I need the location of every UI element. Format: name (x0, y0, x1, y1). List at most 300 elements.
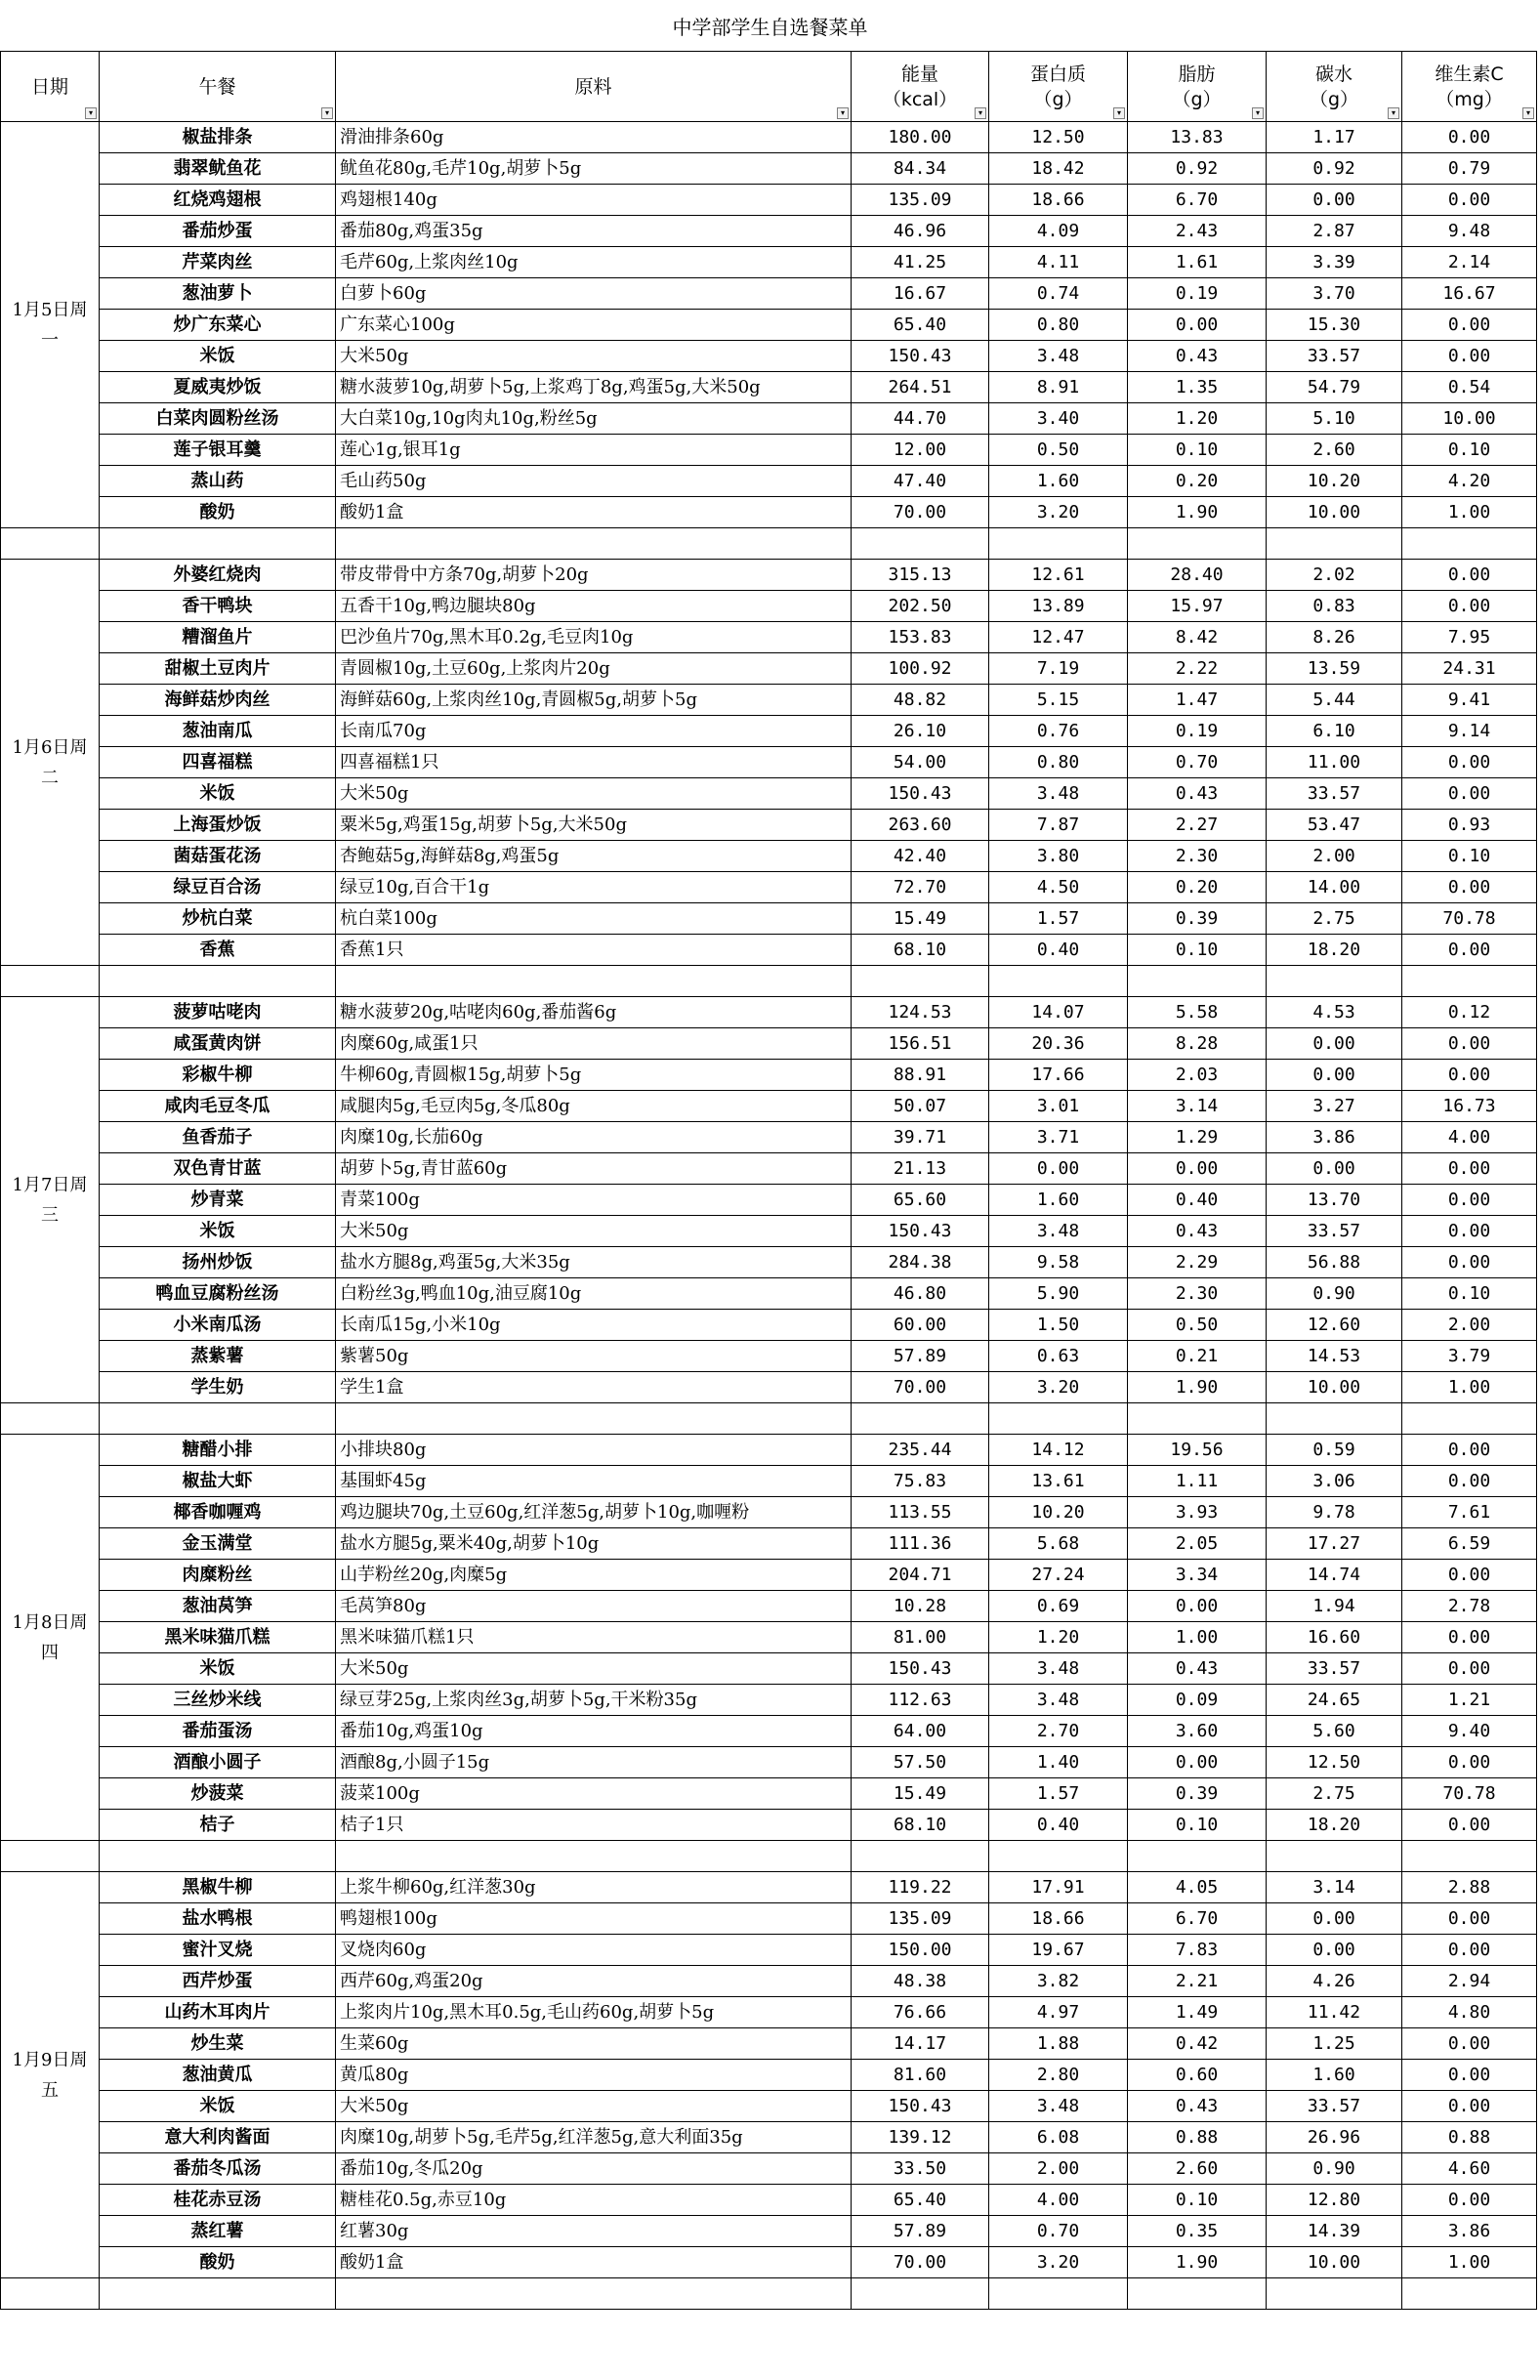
empty-cell (1128, 1841, 1267, 1872)
fat-cell: 3.34 (1128, 1560, 1267, 1591)
table-row (1, 653, 1537, 685)
energy-cell: 70.00 (852, 2247, 989, 2278)
vitamin-c-cell: 0.00 (1402, 122, 1537, 153)
dish-name-cell: 葱油南瓜 (100, 716, 336, 747)
ingredients-cell: 番茄10g,冬瓜20g (336, 2153, 852, 2185)
carbs-cell: 0.90 (1267, 1278, 1402, 1310)
ingredients-cell: 绿豆芽25g,上浆肉丝3g,胡萝卜5g,干米粉35g (336, 1685, 852, 1716)
protein-cell: 4.50 (989, 872, 1128, 903)
ingredients-cell: 鱿鱼花80g,毛芹10g,胡萝卜5g (336, 153, 852, 185)
fat-cell: 0.43 (1128, 778, 1267, 810)
table-row (1, 1716, 1537, 1747)
energy-cell: 139.12 (852, 2122, 989, 2153)
energy-cell: 119.22 (852, 1872, 989, 1903)
spacer-row (1, 2278, 1537, 2310)
protein-cell: 3.20 (989, 1372, 1128, 1403)
energy-cell: 111.36 (852, 1528, 989, 1560)
table-row (1, 435, 1537, 466)
carbs-cell: 0.83 (1267, 591, 1402, 622)
energy-cell: 88.91 (852, 1060, 989, 1091)
ingredients-cell: 大米50g (336, 1653, 852, 1685)
ingredients-cell: 上浆牛柳60g,红洋葱30g (336, 1872, 852, 1903)
energy-cell: 263.60 (852, 810, 989, 841)
vitamin-c-cell: 0.00 (1402, 2185, 1537, 2216)
ingredients-cell: 盐水方腿5g,粟米40g,胡萝卜10g (336, 1528, 852, 1560)
table-row (1, 997, 1537, 1028)
fat-cell: 3.93 (1128, 1497, 1267, 1528)
ingredients-cell: 毛山药50g (336, 466, 852, 497)
energy-cell: 39.71 (852, 1122, 989, 1153)
energy-cell: 150.00 (852, 1935, 989, 1966)
fat-cell: 0.43 (1128, 1653, 1267, 1685)
vitamin-c-cell: 4.60 (1402, 2153, 1537, 2185)
empty-cell (1128, 528, 1267, 560)
energy-cell: 150.43 (852, 1216, 989, 1247)
dish-name-cell: 香蕉 (100, 935, 336, 966)
energy-cell: 47.40 (852, 466, 989, 497)
dish-name-cell: 白菜肉圆粉丝汤 (100, 403, 336, 435)
dish-name-cell: 咸肉毛豆冬瓜 (100, 1091, 336, 1122)
fat-cell: 0.00 (1128, 1747, 1267, 1778)
protein-cell: 1.40 (989, 1747, 1128, 1778)
dish-name-cell: 番茄冬瓜汤 (100, 2153, 336, 2185)
ingredients-cell: 鸡翅根140g (336, 185, 852, 216)
empty-cell (336, 2278, 852, 2310)
empty-cell (852, 1841, 989, 1872)
dish-name-cell: 椒盐排条 (100, 122, 336, 153)
vitamin-c-cell: 0.00 (1402, 1747, 1537, 1778)
vitamin-c-cell: 0.00 (1402, 2028, 1537, 2060)
fat-cell: 0.00 (1128, 1591, 1267, 1622)
dish-name-cell: 番茄蛋汤 (100, 1716, 336, 1747)
energy-cell: 264.51 (852, 372, 989, 403)
vitamin-c-cell: 9.14 (1402, 716, 1537, 747)
fat-cell: 13.83 (1128, 122, 1267, 153)
protein-cell: 3.48 (989, 778, 1128, 810)
header-label: 碳水 （g） (1309, 63, 1359, 110)
filter-dropdown-icon[interactable]: ▾ (85, 107, 97, 119)
dish-name-cell: 咸蛋黄肉饼 (100, 1028, 336, 1060)
dish-name-cell: 米饭 (100, 1653, 336, 1685)
dish-name-cell: 蜜汁叉烧 (100, 1935, 336, 1966)
fat-cell: 0.00 (1128, 1153, 1267, 1185)
dish-name-cell: 蒸红薯 (100, 2216, 336, 2247)
vitamin-c-cell: 3.79 (1402, 1341, 1537, 1372)
vitamin-c-cell: 2.00 (1402, 1310, 1537, 1341)
energy-cell: 48.38 (852, 1966, 989, 1997)
table-row (1, 1216, 1537, 1247)
vitamin-c-cell: 0.00 (1402, 747, 1537, 778)
empty-cell (1402, 2278, 1537, 2310)
fat-cell: 0.39 (1128, 1778, 1267, 1810)
dish-name-cell: 酒酿小圆子 (100, 1747, 336, 1778)
header-energy (852, 52, 989, 122)
spacer-row (1, 528, 1537, 560)
fat-cell: 0.20 (1128, 872, 1267, 903)
energy-cell: 57.89 (852, 1341, 989, 1372)
protein-cell: 27.24 (989, 1560, 1128, 1591)
table-row (1, 1997, 1537, 2028)
date-cell: 1月6日周二 (1, 560, 100, 966)
carbs-cell: 5.10 (1267, 403, 1402, 435)
protein-cell: 5.68 (989, 1528, 1128, 1560)
table-row (1, 1122, 1537, 1153)
energy-cell: 284.38 (852, 1247, 989, 1278)
protein-cell: 3.40 (989, 403, 1128, 435)
fat-cell: 0.00 (1128, 310, 1267, 341)
fat-cell: 0.10 (1128, 2185, 1267, 2216)
dish-name-cell: 海鲜菇炒肉丝 (100, 685, 336, 716)
energy-cell: 48.82 (852, 685, 989, 716)
table-row (1, 810, 1537, 841)
ingredients-cell: 生菜60g (336, 2028, 852, 2060)
carbs-cell: 15.30 (1267, 310, 1402, 341)
fat-cell: 0.10 (1128, 935, 1267, 966)
table-row (1, 1060, 1537, 1091)
header-label: 午餐 (198, 75, 236, 98)
carbs-cell: 12.80 (1267, 2185, 1402, 2216)
protein-cell: 2.00 (989, 2153, 1128, 2185)
ingredients-cell: 长南瓜15g,小米10g (336, 1310, 852, 1341)
vitamin-c-cell: 0.88 (1402, 2122, 1537, 2153)
protein-cell: 18.66 (989, 185, 1128, 216)
protein-cell: 14.12 (989, 1435, 1128, 1466)
carbs-cell: 11.00 (1267, 747, 1402, 778)
empty-cell (1128, 966, 1267, 997)
vitamin-c-cell: 0.00 (1402, 310, 1537, 341)
ingredients-cell: 长南瓜70g (336, 716, 852, 747)
header-label: 脂肪 （g） (1172, 63, 1222, 110)
dish-name-cell: 番茄炒蛋 (100, 216, 336, 247)
protein-cell: 0.70 (989, 2216, 1128, 2247)
vitamin-c-cell: 9.40 (1402, 1716, 1537, 1747)
fat-cell: 8.42 (1128, 622, 1267, 653)
header-meal (100, 52, 336, 122)
vitamin-c-cell: 1.21 (1402, 1685, 1537, 1716)
table-row (1, 247, 1537, 278)
filter-dropdown-icon[interactable]: ▾ (1113, 107, 1125, 119)
filter-dropdown-icon[interactable]: ▾ (321, 107, 333, 119)
empty-cell (1, 528, 100, 560)
ingredients-cell: 鸭翅根100g (336, 1903, 852, 1935)
carbs-cell: 16.60 (1267, 1622, 1402, 1653)
vitamin-c-cell: 0.00 (1402, 185, 1537, 216)
fat-cell: 15.97 (1128, 591, 1267, 622)
protein-cell: 3.80 (989, 841, 1128, 872)
menu-table (0, 51, 1537, 2310)
ingredients-cell: 大白菜10g,10g肉丸10g,粉丝5g (336, 403, 852, 435)
dish-name-cell: 米饭 (100, 341, 336, 372)
protein-cell: 3.20 (989, 2247, 1128, 2278)
empty-cell (852, 2278, 989, 2310)
energy-cell: 135.09 (852, 185, 989, 216)
fat-cell: 8.28 (1128, 1028, 1267, 1060)
filter-dropdown-icon[interactable]: ▾ (837, 107, 849, 119)
ingredients-cell: 盐水方腿8g,鸡蛋5g,大米35g (336, 1247, 852, 1278)
table-row (1, 1247, 1537, 1278)
energy-cell: 16.67 (852, 278, 989, 310)
vitamin-c-cell: 0.00 (1402, 1060, 1537, 1091)
carbs-cell: 12.60 (1267, 1310, 1402, 1341)
fat-cell: 28.40 (1128, 560, 1267, 591)
ingredients-cell: 肉糜10g,长茄60g (336, 1122, 852, 1153)
spacer-row (1, 1841, 1537, 1872)
protein-cell: 18.42 (989, 153, 1128, 185)
carbs-cell: 24.65 (1267, 1685, 1402, 1716)
ingredients-cell: 酒酿8g,小圆子15g (336, 1747, 852, 1778)
table-row (1, 778, 1537, 810)
table-row (1, 2091, 1537, 2122)
vitamin-c-cell: 0.00 (1402, 591, 1537, 622)
table-row (1, 872, 1537, 903)
table-row (1, 1653, 1537, 1685)
energy-cell: 180.00 (852, 122, 989, 153)
vitamin-c-cell: 7.95 (1402, 622, 1537, 653)
protein-cell: 12.50 (989, 122, 1128, 153)
fat-cell: 1.61 (1128, 247, 1267, 278)
energy-cell: 84.34 (852, 153, 989, 185)
ingredients-cell: 大米50g (336, 1216, 852, 1247)
fat-cell: 0.42 (1128, 2028, 1267, 2060)
page-title: 中学部学生自选餐菜单 (672, 15, 868, 39)
dish-name-cell: 鱼香茄子 (100, 1122, 336, 1153)
carbs-cell: 33.57 (1267, 1653, 1402, 1685)
carbs-cell: 14.74 (1267, 1560, 1402, 1591)
fat-cell: 2.30 (1128, 841, 1267, 872)
vitamin-c-cell: 2.88 (1402, 1872, 1537, 1903)
protein-cell: 13.89 (989, 591, 1128, 622)
dish-name-cell: 鸭血豆腐粉丝汤 (100, 1278, 336, 1310)
carbs-cell: 18.20 (1267, 935, 1402, 966)
vitamin-c-cell: 0.00 (1402, 560, 1537, 591)
table-row (1, 216, 1537, 247)
energy-cell: 156.51 (852, 1028, 989, 1060)
ingredients-cell: 四喜福糕1只 (336, 747, 852, 778)
fat-cell: 1.47 (1128, 685, 1267, 716)
protein-cell: 7.87 (989, 810, 1128, 841)
protein-cell: 3.48 (989, 2091, 1128, 2122)
protein-cell: 8.91 (989, 372, 1128, 403)
fat-cell: 0.19 (1128, 278, 1267, 310)
table-row (1, 747, 1537, 778)
ingredients-cell: 青圆椒10g,土豆60g,上浆肉片20g (336, 653, 852, 685)
table-row (1, 685, 1537, 716)
ingredients-cell: 叉烧肉60g (336, 1935, 852, 1966)
table-row (1, 716, 1537, 747)
dish-name-cell: 酸奶 (100, 497, 336, 528)
energy-cell: 15.49 (852, 903, 989, 935)
ingredients-cell: 肉糜60g,咸蛋1只 (336, 1028, 852, 1060)
ingredients-cell: 牛柳60g,青圆椒15g,胡萝卜5g (336, 1060, 852, 1091)
ingredients-cell: 白萝卜60g (336, 278, 852, 310)
ingredients-cell: 滑油排条60g (336, 122, 852, 153)
protein-cell: 0.69 (989, 1591, 1128, 1622)
protein-cell: 1.60 (989, 1185, 1128, 1216)
ingredients-cell: 黄瓜80g (336, 2060, 852, 2091)
protein-cell: 18.66 (989, 1903, 1128, 1935)
filter-dropdown-icon[interactable]: ▾ (1388, 107, 1399, 119)
vitamin-c-cell: 0.00 (1402, 935, 1537, 966)
header-ingredients (336, 52, 852, 122)
vitamin-c-cell: 9.48 (1402, 216, 1537, 247)
fat-cell: 1.90 (1128, 2247, 1267, 2278)
protein-cell: 4.00 (989, 2185, 1128, 2216)
dish-name-cell: 红烧鸡翅根 (100, 185, 336, 216)
protein-cell: 4.09 (989, 216, 1128, 247)
vitamin-c-cell: 4.00 (1402, 1122, 1537, 1153)
table-row (1, 403, 1537, 435)
date-cell: 1月9日周五 (1, 1872, 100, 2278)
empty-cell (1, 2278, 100, 2310)
ingredients-cell: 糖桂花0.5g,赤豆10g (336, 2185, 852, 2216)
dish-name-cell: 菠萝咕咾肉 (100, 997, 336, 1028)
fat-cell: 1.11 (1128, 1466, 1267, 1497)
filter-dropdown-icon[interactable]: ▾ (975, 107, 986, 119)
vitamin-c-cell: 0.79 (1402, 153, 1537, 185)
energy-cell: 42.40 (852, 841, 989, 872)
vitamin-c-cell: 0.00 (1402, 1153, 1537, 1185)
energy-cell: 150.43 (852, 2091, 989, 2122)
fat-cell: 1.20 (1128, 403, 1267, 435)
ingredients-cell: 大米50g (336, 341, 852, 372)
carbs-cell: 12.50 (1267, 1747, 1402, 1778)
carbs-cell: 0.00 (1267, 1028, 1402, 1060)
carbs-cell: 5.44 (1267, 685, 1402, 716)
carbs-cell: 0.90 (1267, 2153, 1402, 2185)
protein-cell: 10.20 (989, 1497, 1128, 1528)
dish-name-cell: 米饭 (100, 2091, 336, 2122)
dish-name-cell: 米饭 (100, 778, 336, 810)
vitamin-c-cell: 9.41 (1402, 685, 1537, 716)
empty-cell (1267, 966, 1402, 997)
ingredients-cell: 学生1盒 (336, 1372, 852, 1403)
fat-cell: 0.92 (1128, 153, 1267, 185)
vitamin-c-cell: 0.00 (1402, 1435, 1537, 1466)
fat-cell: 4.05 (1128, 1872, 1267, 1903)
protein-cell: 2.80 (989, 2060, 1128, 2091)
table-row (1, 1872, 1537, 1903)
carbs-cell: 53.47 (1267, 810, 1402, 841)
energy-cell: 68.10 (852, 1810, 989, 1841)
fat-cell: 0.43 (1128, 1216, 1267, 1247)
protein-cell: 0.40 (989, 935, 1128, 966)
date-cell: 1月7日周三 (1, 997, 100, 1403)
table-row (1, 1341, 1537, 1372)
carbs-cell: 0.92 (1267, 153, 1402, 185)
table-row (1, 1935, 1537, 1966)
header-label: 日期 (30, 75, 68, 98)
energy-cell: 68.10 (852, 935, 989, 966)
carbs-cell: 6.10 (1267, 716, 1402, 747)
dish-name-cell: 西芹炒蛋 (100, 1966, 336, 1997)
energy-cell: 64.00 (852, 1716, 989, 1747)
vitamin-c-cell: 0.54 (1402, 372, 1537, 403)
filter-dropdown-icon[interactable]: ▾ (1522, 107, 1534, 119)
ingredients-cell: 莲心1g,银耳1g (336, 435, 852, 466)
dish-name-cell: 小米南瓜汤 (100, 1310, 336, 1341)
protein-cell: 1.57 (989, 1778, 1128, 1810)
carbs-cell: 3.14 (1267, 1872, 1402, 1903)
protein-cell: 6.08 (989, 2122, 1128, 2153)
protein-cell: 0.50 (989, 435, 1128, 466)
table-row (1, 2122, 1537, 2153)
empty-cell (1267, 1403, 1402, 1435)
empty-cell (1, 1403, 100, 1435)
energy-cell: 153.83 (852, 622, 989, 653)
vitamin-c-cell: 0.00 (1402, 2060, 1537, 2091)
empty-cell (989, 1403, 1128, 1435)
vitamin-c-cell: 2.14 (1402, 247, 1537, 278)
energy-cell: 150.43 (852, 1653, 989, 1685)
dish-name-cell: 莲子银耳羹 (100, 435, 336, 466)
protein-cell: 7.19 (989, 653, 1128, 685)
vitamin-c-cell: 0.00 (1402, 1903, 1537, 1935)
ingredients-cell: 糖水菠萝20g,咕咾肉60g,番茄酱6g (336, 997, 852, 1028)
date-cell: 1月5日周一 (1, 122, 100, 528)
energy-cell: 135.09 (852, 1903, 989, 1935)
ingredients-cell: 糖水菠萝10g,胡萝卜5g,上浆鸡丁8g,鸡蛋5g,大米50g (336, 372, 852, 403)
dish-name-cell: 炒生菜 (100, 2028, 336, 2060)
carbs-cell: 0.00 (1267, 1935, 1402, 1966)
empty-cell (336, 1403, 852, 1435)
ingredients-cell: 山芋粉丝20g,肉糜5g (336, 1560, 852, 1591)
date-cell: 1月8日周四 (1, 1435, 100, 1841)
dish-name-cell: 双色青甘蓝 (100, 1153, 336, 1185)
dish-name-cell: 甜椒土豆肉片 (100, 653, 336, 685)
empty-cell (100, 2278, 336, 2310)
table-row (1, 1560, 1537, 1591)
dish-name-cell: 夏威夷炒饭 (100, 372, 336, 403)
ingredients-cell: 大米50g (336, 2091, 852, 2122)
ingredients-cell: 西芹60g,鸡蛋20g (336, 1966, 852, 1997)
table-row (1, 2028, 1537, 2060)
fat-cell: 0.20 (1128, 466, 1267, 497)
ingredients-cell: 小排块80g (336, 1435, 852, 1466)
filter-dropdown-icon[interactable]: ▾ (1252, 107, 1264, 119)
protein-cell: 0.80 (989, 310, 1128, 341)
protein-cell: 3.71 (989, 1122, 1128, 1153)
empty-cell (100, 966, 336, 997)
fat-cell: 2.30 (1128, 1278, 1267, 1310)
protein-cell: 17.66 (989, 1060, 1128, 1091)
menu-body (1, 122, 1537, 2310)
ingredients-cell: 菠菜100g (336, 1778, 852, 1810)
carbs-cell: 14.39 (1267, 2216, 1402, 2247)
vitamin-c-cell: 0.93 (1402, 810, 1537, 841)
ingredients-cell: 杏鲍菇5g,海鲜菇8g,鸡蛋5g (336, 841, 852, 872)
dish-name-cell: 炒菠菜 (100, 1778, 336, 1810)
dish-name-cell: 翡翠鱿鱼花 (100, 153, 336, 185)
carbs-cell: 1.60 (1267, 2060, 1402, 2091)
protein-cell: 14.07 (989, 997, 1128, 1028)
ingredients-cell: 紫薯50g (336, 1341, 852, 1372)
empty-cell (1267, 528, 1402, 560)
carbs-cell: 2.60 (1267, 435, 1402, 466)
protein-cell: 17.91 (989, 1872, 1128, 1903)
vitamin-c-cell: 7.61 (1402, 1497, 1537, 1528)
carbs-cell: 26.96 (1267, 2122, 1402, 2153)
vitamin-c-cell: 0.10 (1402, 1278, 1537, 1310)
table-row (1, 2247, 1537, 2278)
table-row (1, 935, 1537, 966)
table-row (1, 1497, 1537, 1528)
fat-cell: 0.39 (1128, 903, 1267, 935)
protein-cell: 0.00 (989, 1153, 1128, 1185)
table-row (1, 122, 1537, 153)
carbs-cell: 0.00 (1267, 185, 1402, 216)
energy-cell: 14.17 (852, 2028, 989, 2060)
protein-cell: 0.80 (989, 747, 1128, 778)
